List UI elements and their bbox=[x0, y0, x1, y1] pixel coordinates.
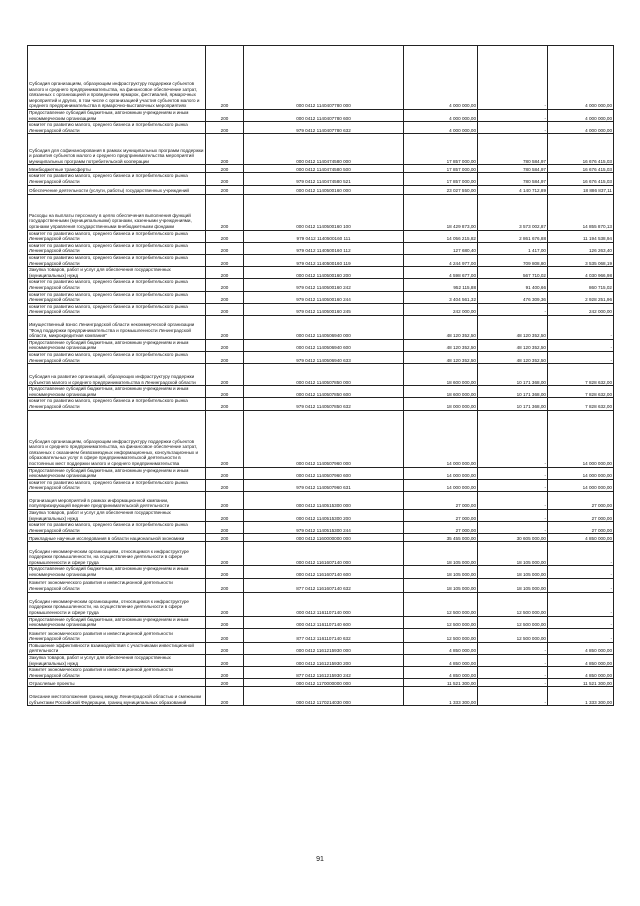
row-code-cell: 200 bbox=[206, 479, 244, 491]
table-row bbox=[28, 134, 614, 165]
row-classification-cell: 979 0412 1140500160 242 bbox=[244, 279, 404, 291]
row-approved-cell: 127 680,40 bbox=[404, 242, 478, 254]
row-approved-cell: 11 521 300,00 bbox=[404, 679, 478, 687]
row-executed-cell: 1 417,00 bbox=[478, 242, 548, 254]
row-executed-cell: 780 584,97 bbox=[478, 165, 548, 173]
row-executed-cell: 18 105 000,00 bbox=[478, 566, 548, 578]
row-classification-cell: 979 0412 1140474580 521 bbox=[244, 173, 404, 185]
row-name-cell: Субсидия на развитие организаций, образующих инфраструктуру поддержки субъектов малого и среднего предпринимательства в Ленинградской области bbox=[28, 364, 206, 386]
row-code-cell: 200 bbox=[206, 592, 244, 616]
row-executed-cell: - bbox=[478, 303, 548, 315]
table-row bbox=[28, 592, 614, 616]
row-classification-cell: 979 0412 1140500160 111 bbox=[244, 230, 404, 242]
row-unexecuted-cell: 14 855 870,13 bbox=[548, 194, 614, 230]
table-row bbox=[28, 534, 614, 542]
table-row bbox=[28, 679, 614, 687]
table-row bbox=[28, 667, 614, 679]
table-row bbox=[28, 185, 614, 194]
row-unexecuted-cell: - bbox=[548, 339, 614, 351]
row-classification-cell: 979 0412 1140500160 245 bbox=[244, 303, 404, 315]
row-approved-cell: 4 244 977,00 bbox=[404, 254, 478, 266]
row-name-cell: Субсидия организациям, образующим инфраструктуру поддержки субъектов малого и среднего предпринимательства, на финансовое обеспечение затрат, связанных с оказанием безвозмездных информационных, консультационных и образовательных услуг в сфере предпринимательской деятельности в постоянных мест поддержки малого и среднего предпринимательства bbox=[28, 410, 206, 467]
row-name-cell: Комитет экономического развития и инвестиционной деятельности Ленинградской области bbox=[28, 667, 206, 679]
row-executed-cell: 3 573 002,87 bbox=[478, 194, 548, 230]
row-name-cell: комитет по развитию малого, среднего бизнеса и потребительского рынка Ленинградской области bbox=[28, 230, 206, 242]
row-approved-cell: 18 600 000,00 bbox=[404, 364, 478, 386]
table-row bbox=[28, 242, 614, 254]
row-name-cell: Описание местоположения границ между Ленинградской областью и смежными субъектами Российской Федерации, границ муниципальных образований bbox=[28, 687, 206, 706]
row-executed-cell: 476 309,36 bbox=[478, 291, 548, 303]
table-row bbox=[28, 267, 614, 279]
row-approved-cell: 17 857 000,00 bbox=[404, 134, 478, 165]
row-code-cell: 200 bbox=[206, 667, 244, 679]
table-row bbox=[28, 46, 614, 110]
row-unexecuted-cell: 16 676 415,03 bbox=[548, 134, 614, 165]
row-name-cell: Комитет экономического развития и инвестиционной деятельности Ленинградской области bbox=[28, 578, 206, 592]
row-unexecuted-cell: 2 928 251,96 bbox=[548, 291, 614, 303]
row-classification-cell: 000 0412 1140474580 000 bbox=[244, 134, 404, 165]
row-classification-cell: 979 0412 1140515300 244 bbox=[244, 522, 404, 534]
row-code-cell: 200 bbox=[206, 230, 244, 242]
row-executed-cell: 48 120 352,50 bbox=[478, 339, 548, 351]
row-approved-cell: 18 105 000,00 bbox=[404, 578, 478, 592]
row-name-cell: Предоставление субсидий бюджетным, автономным учреждениям и иным некоммерческим организациям bbox=[28, 566, 206, 578]
table-row bbox=[28, 165, 614, 173]
row-name-cell: комитет по развитию малого, среднего бизнеса и потребительского рынка Ленинградской области bbox=[28, 279, 206, 291]
row-executed-cell: 709 808,80 bbox=[478, 254, 548, 266]
row-code-cell: 200 bbox=[206, 173, 244, 185]
row-name-cell: комитет по развитию малого, среднего бизнеса и потребительского рынка Ленинградской области bbox=[28, 291, 206, 303]
table-row bbox=[28, 510, 614, 522]
row-classification-cell: 979 0412 1140507850 632 bbox=[244, 398, 404, 410]
row-name-cell: Обеспечение деятельности (услуги, работы) государственных учреждений bbox=[28, 185, 206, 194]
row-name-cell: комитет по развитию малого, среднего бизнеса и потребительского рынка Ленинградской области bbox=[28, 479, 206, 491]
row-approved-cell: 4 000 000,00 bbox=[404, 122, 478, 134]
row-executed-cell: 780 584,97 bbox=[478, 134, 548, 165]
row-classification-cell: 979 0412 1140500160 119 bbox=[244, 254, 404, 266]
row-unexecuted-cell: 4 850 000,00 bbox=[548, 667, 614, 679]
row-code-cell: 200 bbox=[206, 352, 244, 364]
row-executed-cell: 18 105 000,00 bbox=[478, 542, 548, 566]
row-unexecuted-cell: 11 521 300,00 bbox=[548, 679, 614, 687]
row-unexecuted-cell: - bbox=[548, 578, 614, 592]
row-code-cell: 200 bbox=[206, 510, 244, 522]
row-unexecuted-cell: - bbox=[548, 315, 614, 339]
row-code-cell: 200 bbox=[206, 534, 244, 542]
row-classification-cell: 000 0412 1161107140 600 bbox=[244, 616, 404, 628]
row-unexecuted-cell: 1 333 300,00 bbox=[548, 687, 614, 706]
row-code-cell: 200 bbox=[206, 386, 244, 398]
row-name-cell: Закупка товаров, работ и услуг для обеспечения государственных (муниципальных) нужд bbox=[28, 267, 206, 279]
table-row bbox=[28, 654, 614, 666]
row-name-cell: Субсидии некоммерческим организациям, относящимся к инфраструктуре поддержки промышленности, на осуществление деятельности в сфере промышленности и сфере труда bbox=[28, 542, 206, 566]
row-unexecuted-cell: 27 000,00 bbox=[548, 492, 614, 510]
row-classification-cell: 000 0412 1161215930 000 bbox=[244, 642, 404, 654]
row-executed-cell: 10 171 368,00 bbox=[478, 386, 548, 398]
row-executed-cell: - bbox=[478, 522, 548, 534]
row-code-cell: 200 bbox=[206, 679, 244, 687]
table-row bbox=[28, 364, 614, 386]
row-classification-cell: 000 0412 1140474580 500 bbox=[244, 165, 404, 173]
table-row bbox=[28, 254, 614, 266]
row-classification-cell: 000 0412 1140506940 000 bbox=[244, 315, 404, 339]
row-classification-cell: 000 0412 1140507850 600 bbox=[244, 386, 404, 398]
row-classification-cell: 000 0412 1170000000 000 bbox=[244, 679, 404, 687]
row-classification-cell: 979 0412 1140407780 632 bbox=[244, 122, 404, 134]
table-row bbox=[28, 628, 614, 642]
row-approved-cell: 17 857 000,00 bbox=[404, 165, 478, 173]
table-row bbox=[28, 303, 614, 315]
row-approved-cell: 4 000 000,00 bbox=[404, 110, 478, 122]
row-approved-cell: 35 455 000,00 bbox=[404, 534, 478, 542]
row-unexecuted-cell: 4 850 000,00 bbox=[548, 642, 614, 654]
row-classification-cell: 000 0412 1140407780 600 bbox=[244, 110, 404, 122]
row-approved-cell: 18 105 000,00 bbox=[404, 566, 478, 578]
row-executed-cell: - bbox=[478, 479, 548, 491]
row-classification-cell: 000 0412 1140506940 600 bbox=[244, 339, 404, 351]
row-unexecuted-cell: 16 676 415,03 bbox=[548, 165, 614, 173]
row-code-cell: 200 bbox=[206, 578, 244, 592]
row-unexecuted-cell: 14 000 000,00 bbox=[548, 410, 614, 467]
row-approved-cell: 23 027 550,00 bbox=[404, 185, 478, 194]
page-number: 91 bbox=[316, 856, 324, 863]
row-code-cell: 200 bbox=[206, 315, 244, 339]
row-approved-cell: 1 333 300,00 bbox=[404, 687, 478, 706]
row-unexecuted-cell: 4 030 966,98 bbox=[548, 267, 614, 279]
row-executed-cell: - bbox=[478, 679, 548, 687]
row-classification-cell: 000 0412 1140507960 600 bbox=[244, 467, 404, 479]
row-approved-cell: 17 857 000,00 bbox=[404, 173, 478, 185]
row-code-cell: 200 bbox=[206, 134, 244, 165]
row-classification-cell: 000 0412 1140507850 000 bbox=[244, 364, 404, 386]
row-code-cell: 200 bbox=[206, 165, 244, 173]
row-code-cell: 200 bbox=[206, 364, 244, 386]
row-classification-cell: 000 0412 1140500160 200 bbox=[244, 267, 404, 279]
row-executed-cell: 12 500 000,00 bbox=[478, 592, 548, 616]
row-name-cell: Предоставление субсидий бюджетным, автономным учреждениям и иным некоммерческим организациям bbox=[28, 616, 206, 628]
row-executed-cell: - bbox=[478, 492, 548, 510]
row-name-cell: Предоставление субсидий бюджетным, автономным учреждениям и иным некоммерческим организациям bbox=[28, 386, 206, 398]
table-row bbox=[28, 291, 614, 303]
row-classification-cell: 979 0412 1140500160 244 bbox=[244, 291, 404, 303]
row-approved-cell: 14 000 000,00 bbox=[404, 467, 478, 479]
row-approved-cell: 18 600 000,00 bbox=[404, 386, 478, 398]
row-name-cell: Предоставление субсидий бюджетным, автономным учреждениям и иным некоммерческим организациям bbox=[28, 110, 206, 122]
row-approved-cell: 14 000 000,00 bbox=[404, 410, 478, 467]
table-row bbox=[28, 173, 614, 185]
row-executed-cell: 91 400,66 bbox=[478, 279, 548, 291]
row-executed-cell: 10 171 368,00 bbox=[478, 398, 548, 410]
row-classification-cell: 000 0412 1140515300 000 bbox=[244, 492, 404, 510]
row-code-cell: 200 bbox=[206, 303, 244, 315]
row-unexecuted-cell: 242 000,00 bbox=[548, 303, 614, 315]
row-unexecuted-cell: 27 000,00 bbox=[548, 510, 614, 522]
row-name-cell: комитет по развитию малого, среднего бизнеса и потребительского рынка Ленинградской области bbox=[28, 303, 206, 315]
row-code-cell: 200 bbox=[206, 291, 244, 303]
row-classification-cell: 000 0412 1140407780 000 bbox=[244, 46, 404, 110]
row-executed-cell: - bbox=[478, 410, 548, 467]
row-approved-cell: 4 850 000,00 bbox=[404, 654, 478, 666]
row-executed-cell: 12 500 000,00 bbox=[478, 616, 548, 628]
row-approved-cell: 3 404 561,32 bbox=[404, 291, 478, 303]
row-unexecuted-cell: 126 263,40 bbox=[548, 242, 614, 254]
row-code-cell: 200 bbox=[206, 628, 244, 642]
row-approved-cell: 48 120 352,50 bbox=[404, 339, 478, 351]
row-approved-cell: 12 500 000,00 bbox=[404, 592, 478, 616]
row-unexecuted-cell: 18 886 837,11 bbox=[548, 185, 614, 194]
row-classification-cell: 000 0412 1161107140 000 bbox=[244, 592, 404, 616]
row-classification-cell: 000 0412 1161607140 600 bbox=[244, 566, 404, 578]
row-code-cell: 200 bbox=[206, 542, 244, 566]
budget-execution-table bbox=[27, 45, 614, 706]
row-unexecuted-cell: - bbox=[548, 352, 614, 364]
row-name-cell: Расходы на выплаты персоналу в целях обеспечения выполнения функций государственными (муниципальными) органами, казенными учреждениями, органами управления государственными внебюджетными фондами bbox=[28, 194, 206, 230]
row-executed-cell: - bbox=[478, 510, 548, 522]
row-unexecuted-cell: - bbox=[548, 628, 614, 642]
row-name-cell: Организация мероприятий в рамках информационной кампании, популяризирующей ведение предпринимательской деятельности bbox=[28, 492, 206, 510]
row-classification-cell: 000 0412 1140500160 000 bbox=[244, 185, 404, 194]
row-classification-cell: 877 0412 1161215930 242 bbox=[244, 667, 404, 679]
row-name-cell: Субсидия для софинансирования в рамках муниципальных программ поддержки и развития субъектов малого и среднего предпринимательства мероприятий муниципальных программ потребительской кооперации bbox=[28, 134, 206, 165]
row-classification-cell: 000 0412 1140515300 200 bbox=[244, 510, 404, 522]
row-code-cell: 200 bbox=[206, 522, 244, 534]
row-unexecuted-cell: - bbox=[548, 616, 614, 628]
row-unexecuted-cell: 4 850 000,00 bbox=[548, 654, 614, 666]
row-approved-cell: 27 000,00 bbox=[404, 522, 478, 534]
row-name-cell: Отраслевые проекты bbox=[28, 679, 206, 687]
row-classification-cell: 877 0412 1161107140 632 bbox=[244, 628, 404, 642]
row-executed-cell: 30 605 000,00 bbox=[478, 534, 548, 542]
row-name-cell: Комитет экономического развития и инвестиционной деятельности Ленинградской области bbox=[28, 628, 206, 642]
row-unexecuted-cell: 27 000,00 bbox=[548, 522, 614, 534]
row-code-cell: 200 bbox=[206, 279, 244, 291]
row-code-cell: 200 bbox=[206, 122, 244, 134]
table-row bbox=[28, 194, 614, 230]
row-approved-cell: 14 056 215,82 bbox=[404, 230, 478, 242]
table-row bbox=[28, 230, 614, 242]
row-classification-cell: 000 0412 1161607140 000 bbox=[244, 542, 404, 566]
row-unexecuted-cell: 14 000 000,00 bbox=[548, 467, 614, 479]
row-executed-cell: 780 584,97 bbox=[478, 173, 548, 185]
table-row bbox=[28, 687, 614, 706]
table-row bbox=[28, 578, 614, 592]
row-executed-cell: - bbox=[478, 122, 548, 134]
row-name-cell: комитет по развитию малого, среднего бизнеса и потребительского рынка Ленинградской области bbox=[28, 352, 206, 364]
row-classification-cell: 979 0412 1140500160 112 bbox=[244, 242, 404, 254]
table-row bbox=[28, 566, 614, 578]
row-name-cell: Закупка товаров, работ и услуг для обеспечения государственных (муниципальных) нужд bbox=[28, 510, 206, 522]
row-code-cell: 200 bbox=[206, 687, 244, 706]
row-approved-cell: 27 000,00 bbox=[404, 510, 478, 522]
row-code-cell: 200 bbox=[206, 642, 244, 654]
row-classification-cell: 000 0412 1170214030 000 bbox=[244, 687, 404, 706]
row-approved-cell: 14 000 000,00 bbox=[404, 479, 478, 491]
row-code-cell: 200 bbox=[206, 616, 244, 628]
row-approved-cell: 242 000,00 bbox=[404, 303, 478, 315]
row-unexecuted-cell: 14 000 000,00 bbox=[548, 479, 614, 491]
row-executed-cell: - bbox=[478, 467, 548, 479]
row-unexecuted-cell: 7 828 632,00 bbox=[548, 386, 614, 398]
row-code-cell: 200 bbox=[206, 242, 244, 254]
row-classification-cell: 979 0412 1140507960 631 bbox=[244, 479, 404, 491]
row-classification-cell: 877 0412 1161607140 632 bbox=[244, 578, 404, 592]
row-unexecuted-cell: 3 535 068,19 bbox=[548, 254, 614, 266]
row-executed-cell: 4 140 712,89 bbox=[478, 185, 548, 194]
row-approved-cell: 4 850 000,00 bbox=[404, 642, 478, 654]
row-executed-cell: 48 120 352,50 bbox=[478, 352, 548, 364]
row-executed-cell: 10 171 368,00 bbox=[478, 364, 548, 386]
table-row bbox=[28, 616, 614, 628]
row-unexecuted-cell: 7 828 632,00 bbox=[548, 364, 614, 386]
row-name-cell: Предоставление субсидий бюджетным, автономным учреждениям и иным некоммерческим организациям bbox=[28, 339, 206, 351]
row-code-cell: 200 bbox=[206, 194, 244, 230]
row-name-cell: Межбюджетные трансферты bbox=[28, 165, 206, 173]
row-unexecuted-cell: - bbox=[548, 566, 614, 578]
row-classification-cell: 000 0412 1161215930 200 bbox=[244, 654, 404, 666]
row-code-cell: 200 bbox=[206, 566, 244, 578]
table-row bbox=[28, 492, 614, 510]
table-row bbox=[28, 352, 614, 364]
row-approved-cell: 18 429 873,00 bbox=[404, 194, 478, 230]
row-executed-cell: 567 710,02 bbox=[478, 267, 548, 279]
table-row bbox=[28, 386, 614, 398]
row-name-cell: Субсидии некоммерческим организациям, относящимся к инфраструктуре поддержки промышленности, на осуществление деятельности в сфере промышленности и сфере труда bbox=[28, 592, 206, 616]
row-unexecuted-cell: 860 715,02 bbox=[548, 279, 614, 291]
row-name-cell: Субсидия организациям, образующим инфраструктуру поддержки субъектов малого и среднего предпринимательства, на финансовое обеспечение затрат, связанных с организацией и проведением ярмарок, фестивалей, ярмарочных мероприятий и других, в том числе с организацией участия субъектов малого и среднего предпринимательства в ярмарочно-выставочных мероприятиях bbox=[28, 46, 206, 110]
row-approved-cell: 18 105 000,00 bbox=[404, 542, 478, 566]
row-code-cell: 200 bbox=[206, 267, 244, 279]
row-name-cell: комитет по развитию малого, среднего бизнеса и потребительского рынка Ленинградской области bbox=[28, 522, 206, 534]
row-executed-cell: 18 105 000,00 bbox=[478, 578, 548, 592]
row-approved-cell: 12 500 000,00 bbox=[404, 616, 478, 628]
table-row bbox=[28, 122, 614, 134]
row-name-cell: комитет по развитию малого, среднего бизнеса и потребительского рынка Ленинградской области bbox=[28, 242, 206, 254]
row-approved-cell: 27 000,00 bbox=[404, 492, 478, 510]
row-code-cell: 200 bbox=[206, 110, 244, 122]
row-code-cell: 200 bbox=[206, 654, 244, 666]
table-row bbox=[28, 315, 614, 339]
table-row bbox=[28, 522, 614, 534]
row-unexecuted-cell: 4 850 000,00 bbox=[548, 534, 614, 542]
row-classification-cell: 000 0412 1140507960 000 bbox=[244, 410, 404, 467]
row-classification-cell: 000 0412 1140500160 100 bbox=[244, 194, 404, 230]
row-code-cell: 200 bbox=[206, 254, 244, 266]
table-row bbox=[28, 467, 614, 479]
row-classification-cell: 979 0412 1140506940 633 bbox=[244, 352, 404, 364]
row-name-cell: комитет по развитию малого, среднего бизнеса и потребительского рынка Ленинградской области bbox=[28, 254, 206, 266]
row-approved-cell: 18 000 000,00 bbox=[404, 398, 478, 410]
table-row bbox=[28, 279, 614, 291]
row-name-cell: Повышение эффективности взаимодействия с участниками инвестиционной деятельности bbox=[28, 642, 206, 654]
table-row bbox=[28, 110, 614, 122]
row-approved-cell: 12 500 000,00 bbox=[404, 628, 478, 642]
row-code-cell: 200 bbox=[206, 410, 244, 467]
row-code-cell: 200 bbox=[206, 339, 244, 351]
row-unexecuted-cell: 4 000 000,00 bbox=[548, 46, 614, 110]
row-approved-cell: 4 850 000,00 bbox=[404, 667, 478, 679]
table-row bbox=[28, 339, 614, 351]
table-row bbox=[28, 479, 614, 491]
row-approved-cell: 4 598 677,00 bbox=[404, 267, 478, 279]
row-name-cell: Закупка товаров, работ и услуг для обеспечения государственных (муниципальных) нужд bbox=[28, 654, 206, 666]
row-name-cell: комитет по развитию малого, среднего бизнеса и потребительского рынка Ленинградской области bbox=[28, 398, 206, 410]
table-row bbox=[28, 642, 614, 654]
row-code-cell: 200 bbox=[206, 467, 244, 479]
row-name-cell: Прикладные научные исследования в области национальной экономики bbox=[28, 534, 206, 542]
row-code-cell: 200 bbox=[206, 398, 244, 410]
row-executed-cell: 12 500 000,00 bbox=[478, 628, 548, 642]
row-classification-cell: 000 0412 1160000000 000 bbox=[244, 534, 404, 542]
table-row bbox=[28, 542, 614, 566]
row-name-cell: Имущественный взнос Ленинградской области некоммерческой организации "Фонд поддержки предпринимательства и промышленности Ленинградской области, микрокредитная компания" bbox=[28, 315, 206, 339]
row-executed-cell: - bbox=[478, 667, 548, 679]
row-unexecuted-cell: 4 000 000,00 bbox=[548, 122, 614, 134]
row-executed-cell: - bbox=[478, 46, 548, 110]
table-row bbox=[28, 398, 614, 410]
row-executed-cell: - bbox=[478, 642, 548, 654]
row-approved-cell: 4 000 000,00 bbox=[404, 46, 478, 110]
row-code-cell: 200 bbox=[206, 46, 244, 110]
row-approved-cell: 952 115,88 bbox=[404, 279, 478, 291]
row-executed-cell: 2 861 676,88 bbox=[478, 230, 548, 242]
row-unexecuted-cell: 4 000 000,00 bbox=[548, 110, 614, 122]
row-approved-cell: 48 120 352,50 bbox=[404, 352, 478, 364]
row-name-cell: Предоставление субсидий бюджетным, автономным учреждениям и иным некоммерческим организациям bbox=[28, 467, 206, 479]
table-row bbox=[28, 410, 614, 467]
row-unexecuted-cell: - bbox=[548, 592, 614, 616]
row-code-cell: 200 bbox=[206, 492, 244, 510]
row-executed-cell: 48 120 352,50 bbox=[478, 315, 548, 339]
row-unexecuted-cell: 16 676 415,03 bbox=[548, 173, 614, 185]
row-code-cell: 200 bbox=[206, 185, 244, 194]
row-executed-cell: - bbox=[478, 110, 548, 122]
row-approved-cell: 48 120 352,50 bbox=[404, 315, 478, 339]
row-executed-cell: - bbox=[478, 654, 548, 666]
row-unexecuted-cell: - bbox=[548, 542, 614, 566]
row-unexecuted-cell: 11 194 538,94 bbox=[548, 230, 614, 242]
row-executed-cell: - bbox=[478, 687, 548, 706]
row-name-cell: комитет по развитию малого, среднего бизнеса и потребительского рынка Ленинградской области bbox=[28, 173, 206, 185]
row-unexecuted-cell: 7 828 632,00 bbox=[548, 398, 614, 410]
row-name-cell: комитет по развитию малого, среднего бизнеса и потребительского рынка Ленинградской области bbox=[28, 122, 206, 134]
